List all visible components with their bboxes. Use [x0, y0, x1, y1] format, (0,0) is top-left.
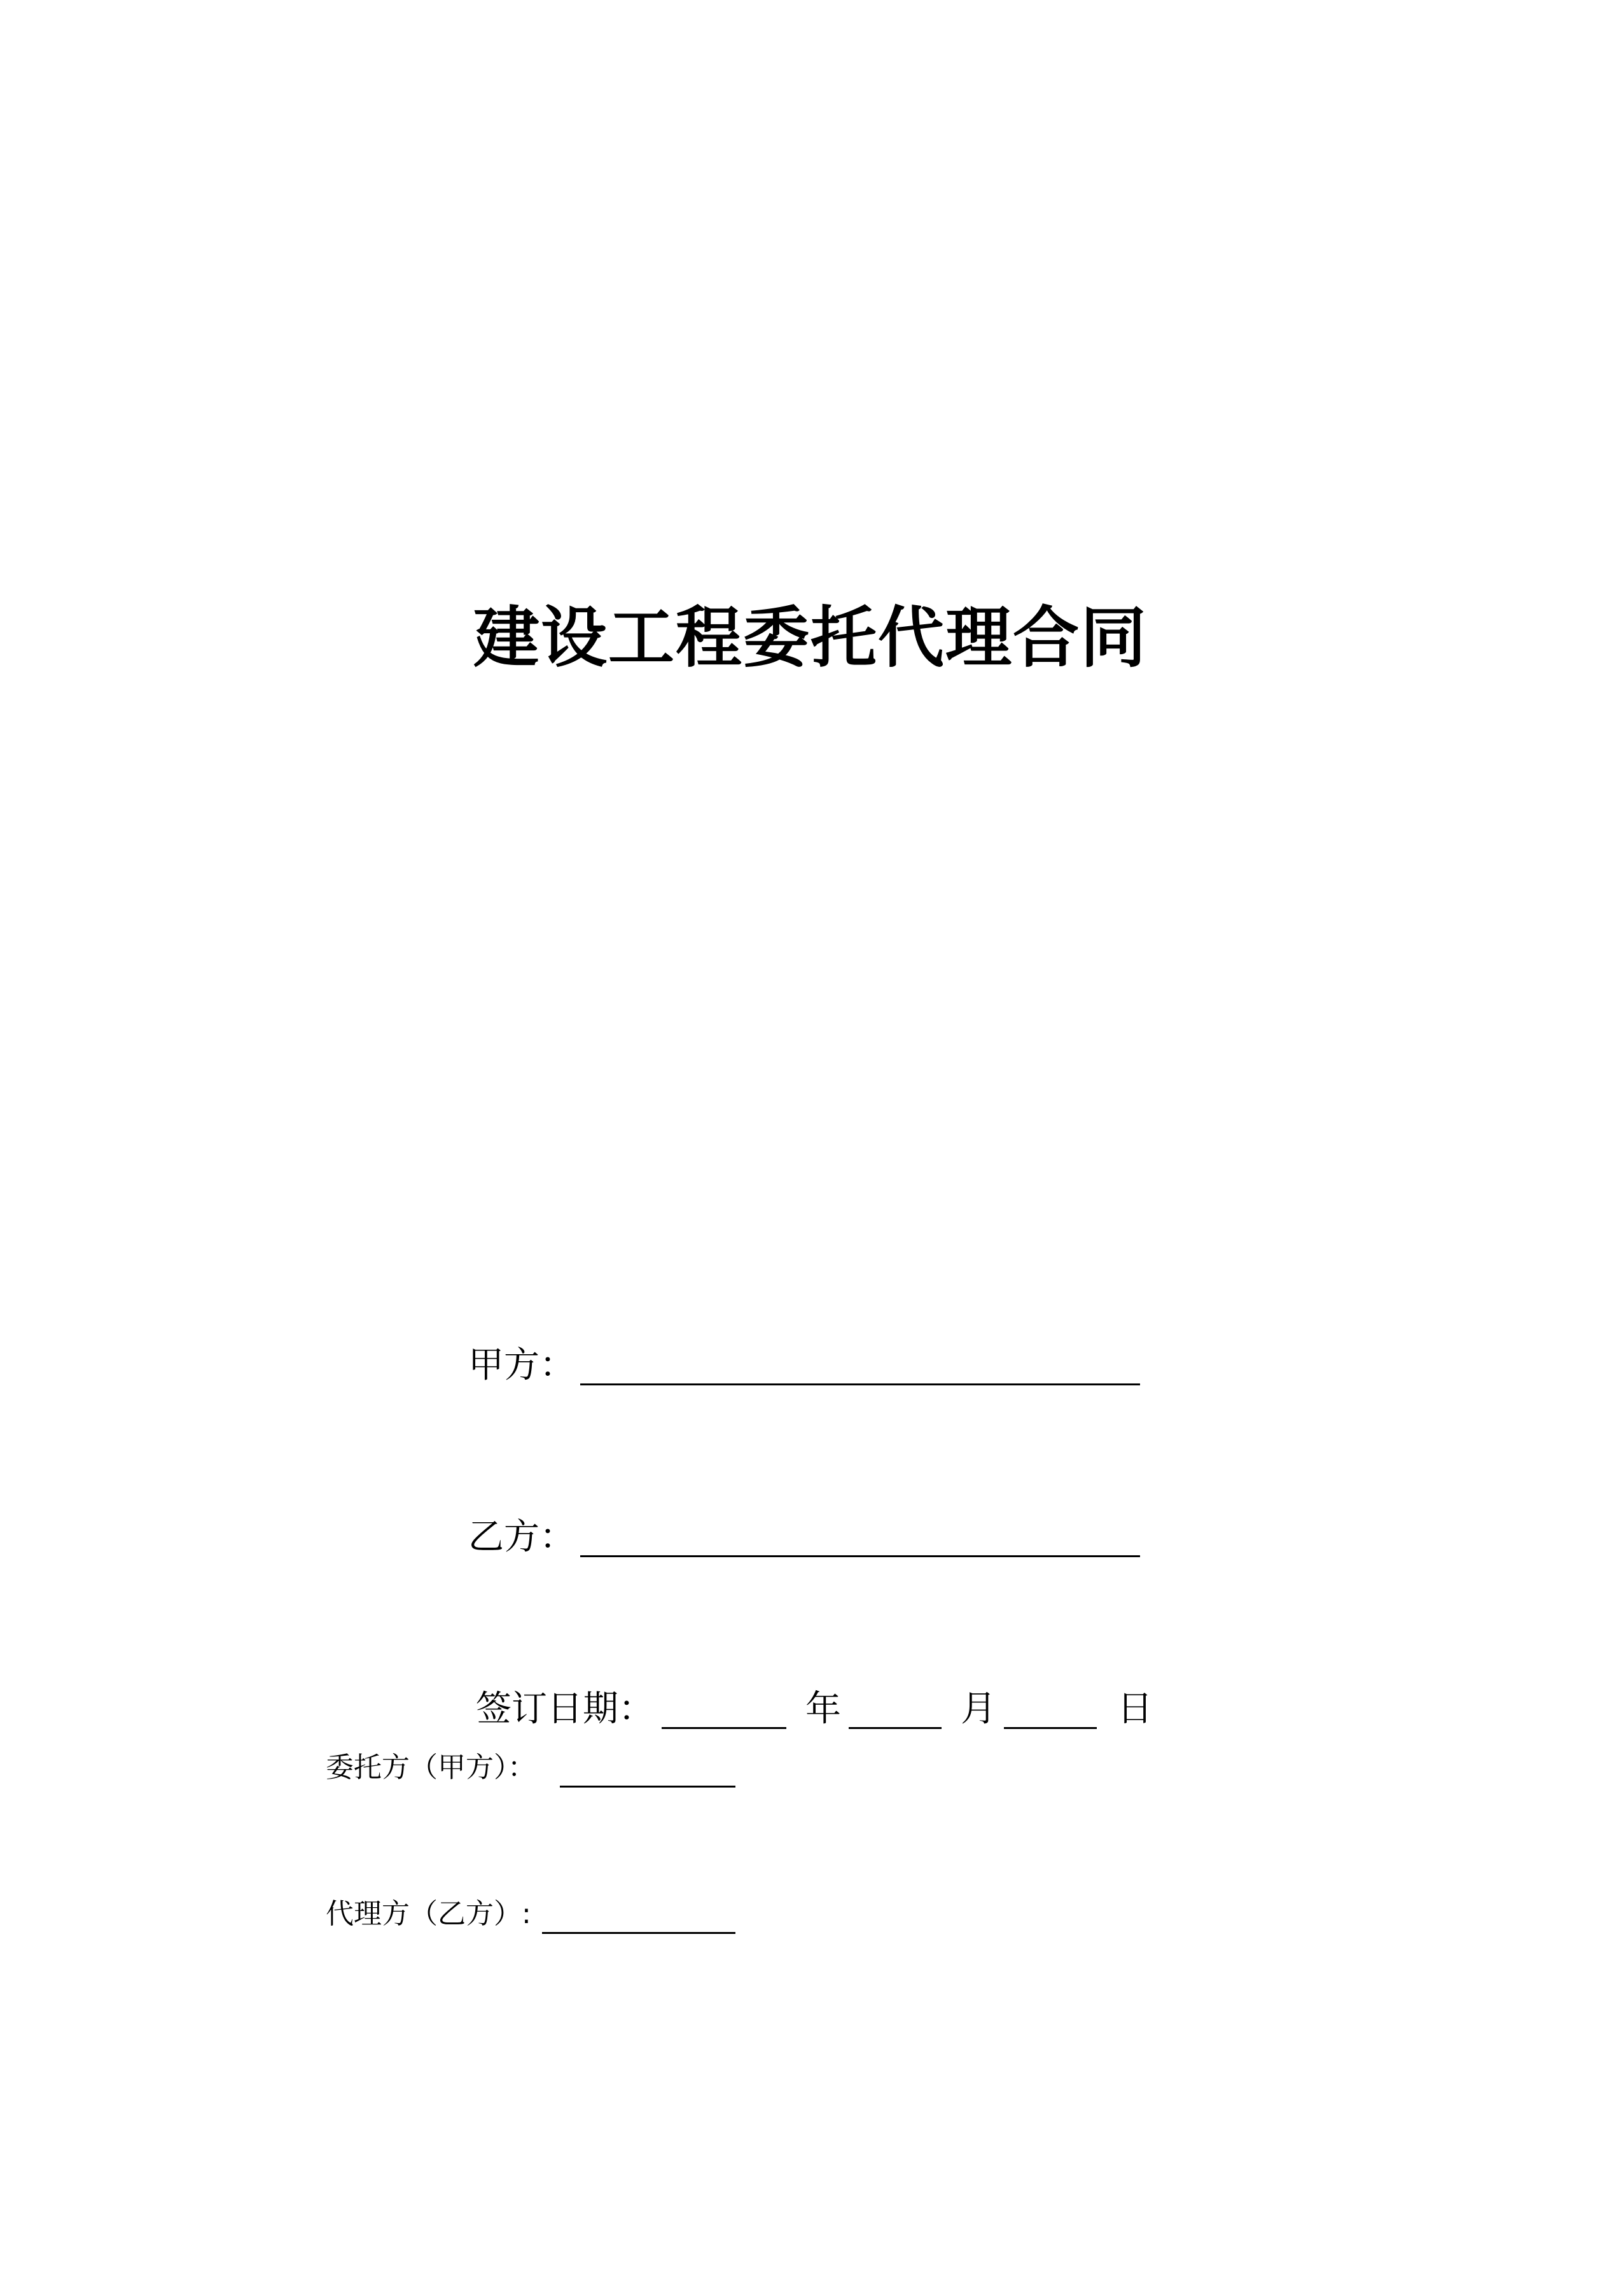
party-b-label: 乙方：	[468, 1516, 575, 1558]
party-a-field[interactable]	[580, 1383, 1140, 1385]
sign-day-field[interactable]	[1004, 1727, 1097, 1729]
day-label: 日	[1117, 1688, 1153, 1730]
document-title: 建设工程委托代理合同	[473, 599, 1148, 676]
sign-month-field[interactable]	[849, 1727, 942, 1729]
party-b-field[interactable]	[580, 1555, 1140, 1557]
agent-field[interactable]	[542, 1932, 735, 1934]
year-label: 年	[805, 1688, 841, 1730]
agent-label: 代理方（乙方）:	[326, 1898, 531, 1930]
month-label: 月	[961, 1688, 996, 1730]
sign-year-field[interactable]	[662, 1727, 786, 1729]
principal-field[interactable]	[560, 1786, 735, 1788]
sign-date-label: 签订日期：	[476, 1688, 654, 1730]
party-a-label: 甲方：	[468, 1345, 575, 1386]
principal-label: 委托方（甲方）：	[326, 1751, 536, 1784]
